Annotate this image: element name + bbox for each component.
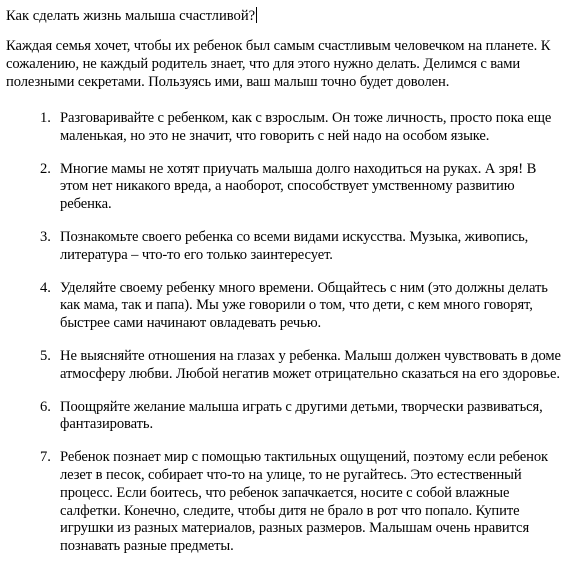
list-item xyxy=(6,161,568,214)
list-item-number: 3. xyxy=(40,228,51,245)
tips-list xyxy=(6,110,568,556)
document-body xyxy=(6,7,568,571)
list-item xyxy=(6,348,568,384)
list-item-number: 6. xyxy=(40,398,51,415)
list-item-text: Многие мамы не хотят приучать малыша долго находиться на руках. А зря! В этом нет никакого вреда, а наоборот, способствует умственному развитию ребенка. xyxy=(60,160,537,213)
list-item xyxy=(6,449,568,556)
list-item-number: 5. xyxy=(40,347,51,364)
list-item xyxy=(6,110,568,146)
intro-paragraph: Каждая семья хочет, чтобы их ребенок был самым счастливым человечком на планете. К сожалению, не каждый родитель знает, что для этого нужно делать. Делимся с вами полезными секретами. Пользуясь ими, ваш малыш точно будет доволен. xyxy=(6,38,551,90)
list-item xyxy=(6,280,568,333)
list-item-text: Поощряйте желание малыша играть с другими детьми, творчески развиваться, фантазировать. xyxy=(60,398,543,433)
list-item-number: 1. xyxy=(40,110,51,126)
list-item-number: 7. xyxy=(40,449,51,466)
list-item-text: Уделяйте своему ребенку много времени. Общайтесь с ним (это должны делать как мама, так и папа). Мы уже говорили о том, что дети, с кем много говорят, быстрее сами начинают овладевать речью. xyxy=(60,279,548,332)
list-item xyxy=(6,229,568,265)
list-item-number: 4. xyxy=(40,279,51,296)
text-cursor xyxy=(256,7,257,23)
list-item-text: Ребенок познает мир с помощью тактильных ощущений, поэтому если ребенок лезет в песок, собирает что-то на улице, то не ругайтесь. Это естественный процесс. Если боитесь, что ребенок запачкается, носите с собой влажные салфетки. Конечно, следите, чтобы дитя не брало в рот что попало. Купите игрушки из разных материалов, разных размеров. Малышам очень нравится познавать разные предметы. xyxy=(60,449,549,555)
list-item xyxy=(6,399,568,435)
document-title: Как сделать жизнь малыша счастливой? xyxy=(6,8,256,24)
document-title-line xyxy=(6,7,568,24)
list-item-number: 2. xyxy=(40,160,51,177)
list-item-text: Не выясняйте отношения на глазах у ребенка. Малыш должен чувствовать в доме атмосферу любви. Любой негатив может отрицательно сказаться на его здоровье. xyxy=(60,347,561,382)
list-item-text: Разговаривайте с ребенком, как с взрослым. Он тоже личность, просто пока еще маленькая, но это не значит, что говорить с ней надо на особом языке. xyxy=(60,110,552,144)
list-item-text: Познакомьте своего ребенка со всеми видами искусства. Музыка, живопись, литература – что-то его только заинтересует. xyxy=(60,228,529,263)
